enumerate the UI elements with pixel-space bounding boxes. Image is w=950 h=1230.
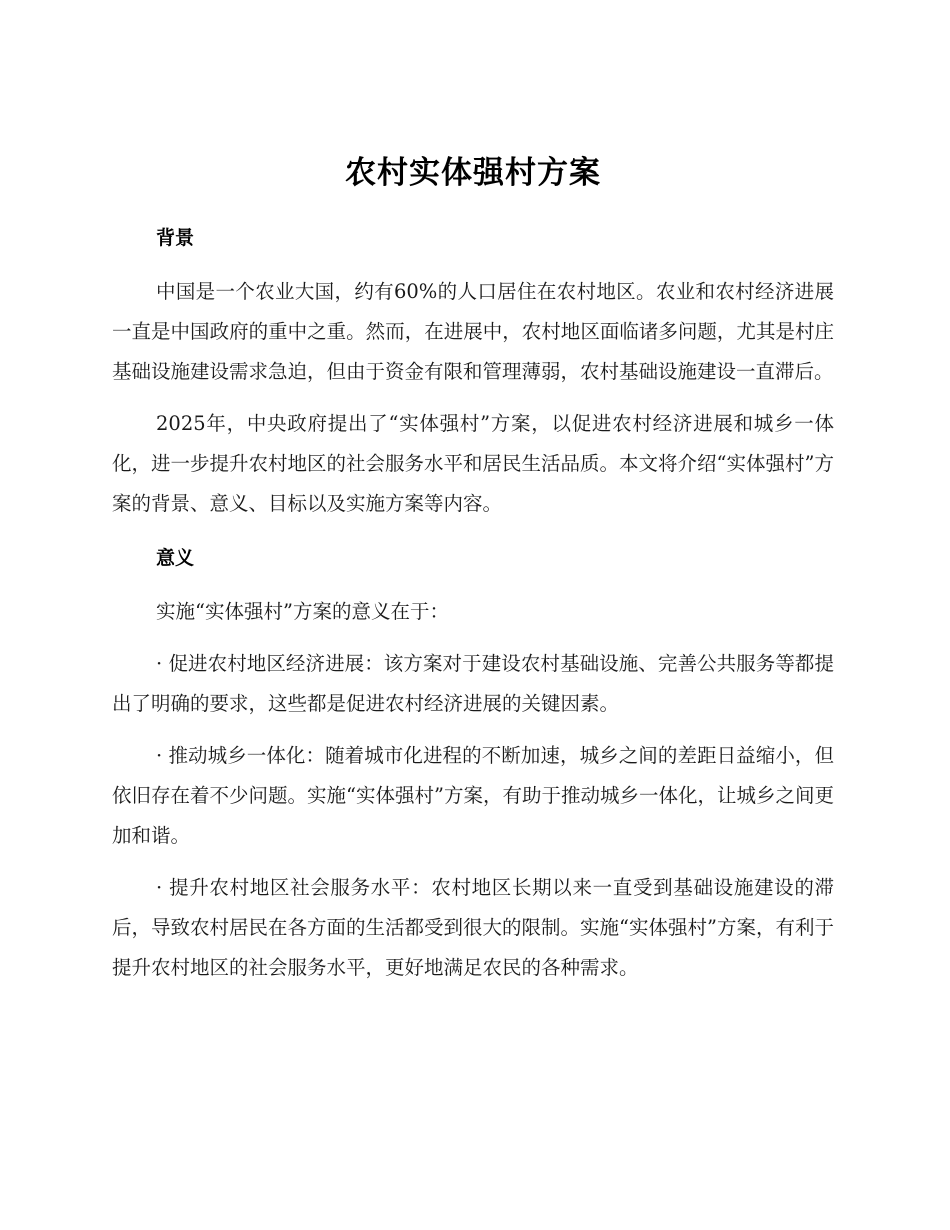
section-heading-background: 背景	[156, 227, 195, 249]
spacer	[112, 580, 834, 592]
spacer	[112, 198, 834, 216]
spacer	[112, 724, 834, 736]
spacer	[112, 524, 834, 536]
spacer	[112, 260, 834, 272]
bullet-item-social-services: · 提升农村地区社会服务水平：农村地区长期以来一直受到基础设施建设的滞后，导致农村居民在各方面的生活都受到很大的限制。实施“实体强村”方案，有利于提升农村地区的社会服务水平，更好地满足农民的各种需求。	[112, 876, 834, 979]
paragraph-significance-intro: 实施“实体强村”方案的意义在于：	[156, 600, 449, 623]
spacer	[112, 632, 834, 644]
document-body	[112, 148, 834, 988]
paragraph-background-1: 中国是一个农业大国，约有60%的人口居住在农村地区。农业和农村经济进展一直是中国政府的重中之重。然而，在进展中，农村地区面临诸多问题，尤其是村庄基础设施建设需求急迫，但由于资金有限和管理薄弱，农村基础设施建设一直滞后。	[112, 280, 834, 383]
section-heading-significance: 意义	[156, 547, 195, 569]
bullet-item-urban-rural: · 推动城乡一体化：随着城市化进程的不断加速，城乡之间的差距日益缩小，但依旧存在着不少问题。实施“实体强村”方案，有助于推动城乡一体化，让城乡之间更加和谐。	[112, 744, 834, 847]
document-title: 农村实体强村方案	[345, 155, 601, 191]
spacer	[112, 392, 834, 404]
spacer	[112, 856, 834, 868]
paragraph-background-2: 2025年，中央政府提出了“实体强村”方案，以促进农村经济进展和城乡一体化，进一步提升农村地区的社会服务水平和居民生活品质。本文将介绍“实体强村”方案的背景、意义、目标以及实施方案等内容。	[112, 412, 834, 515]
bullet-item-economy: · 促进农村地区经济进展：该方案对于建设农村基础设施、完善公共服务等都提出了明确的要求，这些都是促进农村经济进展的关键因素。	[112, 652, 834, 715]
